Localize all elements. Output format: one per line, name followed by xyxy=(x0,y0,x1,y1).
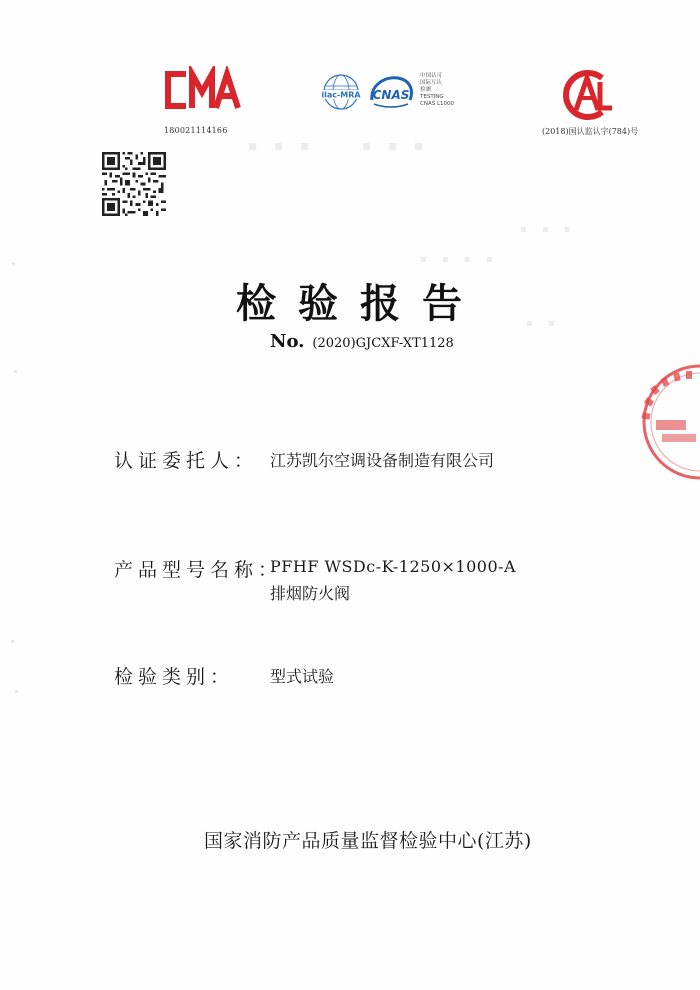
product-name: 排烟防火阀 xyxy=(270,584,351,603)
paper-speck xyxy=(11,640,14,643)
cma-number: 180021114166 xyxy=(164,126,228,135)
official-seal xyxy=(622,362,700,482)
test-type-label: 检验类别： xyxy=(114,666,235,688)
cnas-logo xyxy=(366,72,416,112)
paper-speck xyxy=(14,370,17,373)
product-model: PFHF WSDc-K-1250×1000-A xyxy=(270,557,517,576)
cal-logo xyxy=(556,66,618,124)
cnas-caption-line: CNAS L1000 xyxy=(420,101,455,107)
ilac-mra-logo xyxy=(318,70,364,118)
report-number xyxy=(270,331,454,352)
bleed-through-mark: ▪ ▪ xyxy=(526,318,561,329)
product-label: 产品型号名称： xyxy=(114,559,283,581)
bleed-through-mark: ▪ ▪ ▪ xyxy=(520,224,577,235)
report-title: 检验报告 xyxy=(236,280,484,327)
cnas-caption-line: TESTING xyxy=(420,94,444,100)
cnas-text: CNAS xyxy=(372,88,410,102)
client-value: 江苏凯尔空调设备制造有限公司 xyxy=(270,451,495,470)
bleed-through-mark: ▪ ▪ ▪ xyxy=(362,138,430,154)
bleed-through-mark: ▪ ▪ ▪ xyxy=(248,138,316,154)
cnas-caption-line: 中国认可 xyxy=(420,73,443,79)
qr-code-icon xyxy=(102,152,166,216)
cma-logo xyxy=(160,66,242,114)
issuer: 国家消防产品质量监督检验中心(江苏) xyxy=(204,830,532,852)
cnas-caption-line: 检测 xyxy=(420,87,432,93)
report-number-label: No. xyxy=(270,331,305,352)
cnas-caption-line: 国际互认 xyxy=(420,80,443,86)
paper-speck xyxy=(12,262,15,265)
report-number-value: (2020)GJCXF-XT1128 xyxy=(312,336,454,351)
cnas-caption xyxy=(420,73,470,108)
paper-speck xyxy=(15,690,18,693)
ilac-mra-text: ilac-MRA xyxy=(321,90,361,100)
cal-number: (2018)国认监认字(784)号 xyxy=(542,127,639,136)
test-type-value: 型式试验 xyxy=(270,667,335,686)
client-label: 认证委托人： xyxy=(114,450,259,472)
bleed-through-mark: ▪ ▪ ▪ ▪ xyxy=(420,254,499,265)
